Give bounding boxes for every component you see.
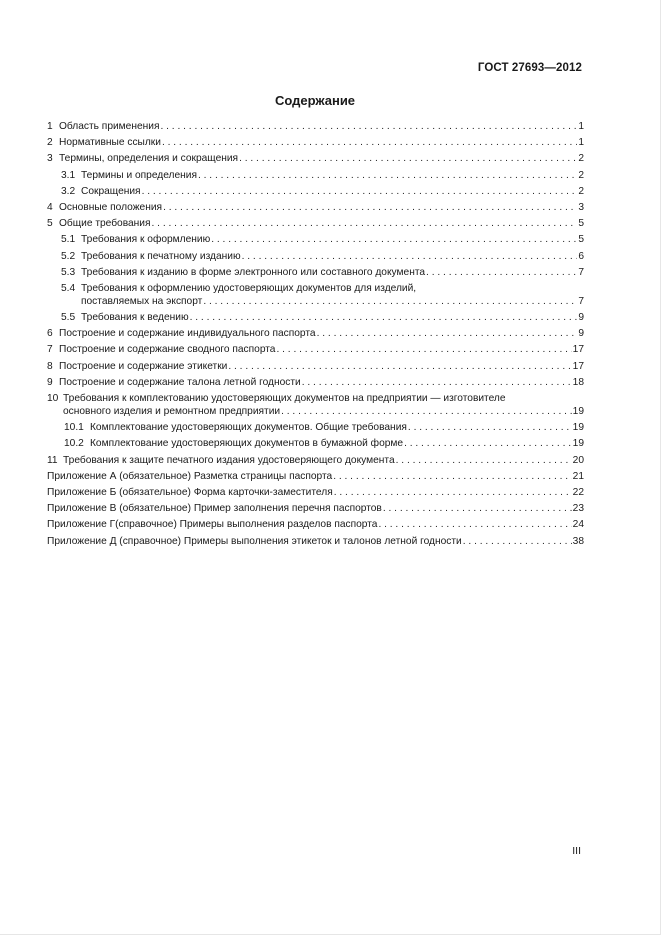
toc-leader-dots	[162, 136, 577, 149]
toc-entry-page: 19	[572, 422, 584, 434]
toc-entry[interactable]	[47, 327, 584, 340]
toc-entry-text: Приложение Б (обязательное) Форма карточки-заместителя	[47, 486, 333, 498]
toc-entry-text: Построение и содержание талона летной годности	[59, 376, 301, 388]
toc-entry[interactable]	[47, 376, 584, 389]
toc-entry[interactable]	[47, 360, 584, 373]
toc-entry-number: 7	[47, 344, 53, 356]
toc-entry-page: 19	[572, 438, 584, 450]
toc-leader-dots	[302, 376, 572, 389]
toc-entry-text: Требования к защите печатного издания удостоверяющего документа	[63, 454, 395, 466]
toc-entry-text: Требования к ведению	[81, 312, 189, 324]
toc-entry-text: Требования к оформлению	[81, 234, 211, 246]
toc-entry-number: 5.3	[61, 266, 76, 278]
toc-entry-text: Построение и содержание индивидуального паспорта	[59, 328, 316, 340]
toc-entry[interactable]	[47, 136, 584, 149]
toc-entry-page: 2	[578, 153, 584, 165]
toc-entry-number: 5.1	[61, 234, 76, 246]
toc-entry[interactable]	[47, 120, 584, 133]
toc-entry[interactable]	[47, 454, 584, 467]
toc-leader-dots	[426, 266, 577, 279]
toc-leader-dots	[198, 169, 577, 182]
toc-leader-dots	[378, 518, 571, 531]
toc-entry-number: 3.2	[61, 185, 76, 197]
toc-entry-text: Комплектование удостоверяющих документов. Общие требования	[90, 422, 407, 434]
toc-entry[interactable]	[47, 217, 584, 230]
toc-entry-page: 5	[578, 218, 584, 230]
toc-entry-page: 5	[578, 234, 584, 246]
toc-entry-text: Требования к комплектованию удостоверяющих документов на предприятии — изготовителе	[63, 393, 506, 404]
toc-leader-dots	[383, 502, 572, 515]
toc-entry[interactable]	[47, 266, 584, 279]
toc-entry-number: 10.1	[64, 422, 84, 434]
toc-entry-page: 1	[578, 121, 584, 132]
toc-entry-page: 17	[572, 344, 584, 356]
toc-entry-text: Построение и содержание этикетки	[59, 360, 228, 372]
toc-entry-page: 7	[578, 266, 584, 278]
toc-leader-dots	[334, 486, 572, 499]
toc-leader-dots	[276, 343, 571, 356]
toc-appendix-entry[interactable]	[47, 518, 584, 531]
toc-leader-dots	[160, 120, 577, 133]
toc-leader-dots	[333, 470, 571, 483]
toc-entry-text: Требования к изданию в форме электронного или составного документа	[81, 266, 426, 278]
toc-entry-number: 3	[47, 153, 53, 165]
toc-entry-page: 9	[578, 312, 584, 324]
toc-entry-number: 6	[47, 328, 53, 340]
toc-entry-text: Приложение В (обязательное) Пример заполнения перечня паспортов	[47, 503, 382, 515]
toc-entry-number: 2	[47, 137, 53, 149]
toc-entry-text: Общие требования	[59, 218, 151, 230]
toc-entry-number: 11	[47, 454, 58, 466]
toc-entry-text: Сокращения	[81, 185, 141, 197]
toc-entry-number: 5.5	[61, 312, 76, 324]
toc-entry-number: 5	[47, 218, 53, 230]
toc-entry-text: Приложение А (обязательное) Разметка страницы паспорта	[47, 470, 333, 482]
toc-appendix-entry[interactable]	[47, 502, 584, 515]
toc-leader-dots	[239, 152, 577, 165]
toc-entry-number: 10.2	[64, 438, 84, 450]
toc-entry-page: 3	[578, 201, 584, 213]
toc-leader-dots	[396, 454, 572, 467]
toc-entry-text: Построение и содержание сводного паспорта	[59, 344, 276, 356]
toc-appendix-entry[interactable]	[47, 470, 584, 483]
toc-entry-number: 4	[47, 201, 53, 213]
toc-leader-dots	[203, 295, 577, 308]
toc-entry-page: 38	[572, 535, 584, 547]
toc-entry-page: 7	[578, 295, 584, 307]
toc-entry-page: 22	[572, 486, 584, 498]
toc-entry-page: 19	[572, 406, 584, 417]
toc-entry-page: 18	[572, 376, 584, 388]
toc-entry[interactable]	[47, 169, 584, 182]
toc-entry-number: 8	[47, 360, 53, 372]
toc-entry-page: 2	[578, 185, 584, 197]
table-of-contents	[47, 120, 584, 551]
toc-entry[interactable]	[47, 311, 584, 324]
toc-leader-dots	[242, 250, 578, 263]
toc-entry-number: 5.2	[61, 250, 76, 262]
toc-entry[interactable]	[47, 201, 584, 214]
toc-appendix-entry[interactable]	[47, 486, 584, 499]
toc-entry-page: 21	[572, 470, 584, 482]
toc-leader-dots	[163, 201, 577, 214]
toc-entry-text: Основные положения	[59, 201, 163, 213]
toc-leader-dots	[463, 535, 572, 548]
toc-title: Содержание	[274, 93, 356, 108]
toc-entry[interactable]	[47, 421, 584, 434]
toc-entry-text-continued: поставляемых на экспорт	[81, 295, 203, 307]
toc-entry-page: 23	[572, 503, 584, 515]
toc-entry[interactable]	[47, 185, 584, 198]
toc-entry-page: 1	[578, 137, 584, 149]
toc-entry[interactable]	[47, 437, 584, 450]
toc-entry[interactable]	[47, 233, 584, 246]
toc-entry-number: 3.1	[61, 169, 76, 181]
toc-leader-dots	[142, 185, 578, 198]
toc-entry-text: Нормативные ссылки	[59, 137, 161, 149]
toc-appendix-entry[interactable]	[47, 535, 584, 548]
document-code: ГОСТ 27693—2012	[477, 62, 582, 74]
toc-leader-dots	[404, 437, 572, 450]
toc-entry-page: 2	[578, 169, 584, 181]
toc-entry-page: 20	[572, 454, 584, 466]
toc-leader-dots	[408, 421, 572, 434]
toc-entry-number: 10	[47, 393, 59, 404]
toc-entry-text: Приложение Д (справочное) Примеры выполнения этикеток и талонов летной годности	[47, 535, 462, 547]
toc-entry[interactable]	[47, 152, 584, 165]
toc-entry-text: Термины и определения	[81, 169, 197, 181]
toc-leader-dots	[317, 327, 578, 340]
toc-leader-dots	[211, 233, 577, 246]
toc-entry-number: 9	[47, 376, 53, 388]
toc-entry-number: 1	[47, 121, 53, 132]
toc-entry-page: 9	[578, 328, 584, 340]
toc-leader-dots	[228, 360, 571, 373]
toc-entry[interactable]	[47, 343, 584, 356]
toc-entry[interactable]	[47, 282, 584, 308]
toc-entry-text: Приложение Г(справочное) Примеры выполнения разделов паспорта	[47, 519, 378, 531]
toc-entry-text: Требования к оформлению удостоверяющих документов для изделий,	[81, 282, 417, 294]
toc-leader-dots	[281, 405, 572, 418]
toc-entry-text-continued: основного изделия и ремонтном предприятии	[63, 406, 281, 417]
toc-leader-dots	[190, 311, 578, 324]
toc-entry[interactable]	[47, 392, 584, 418]
toc-entry-page: 17	[572, 360, 584, 372]
toc-leader-dots	[152, 217, 578, 230]
toc-entry-text: Комплектование удостоверяющих документов в бумажной форме	[90, 438, 404, 450]
toc-entry-number: 5.4	[61, 282, 76, 294]
toc-entry-page: 6	[578, 250, 584, 262]
toc-entry[interactable]	[47, 250, 584, 263]
page-number: III	[572, 845, 581, 857]
toc-entry-text: Термины, определения и сокращения	[59, 153, 239, 165]
toc-entry-text: Область применения	[59, 121, 160, 132]
toc-entry-page: 24	[572, 519, 584, 531]
toc-entry-text: Требования к печатному изданию	[81, 250, 241, 262]
